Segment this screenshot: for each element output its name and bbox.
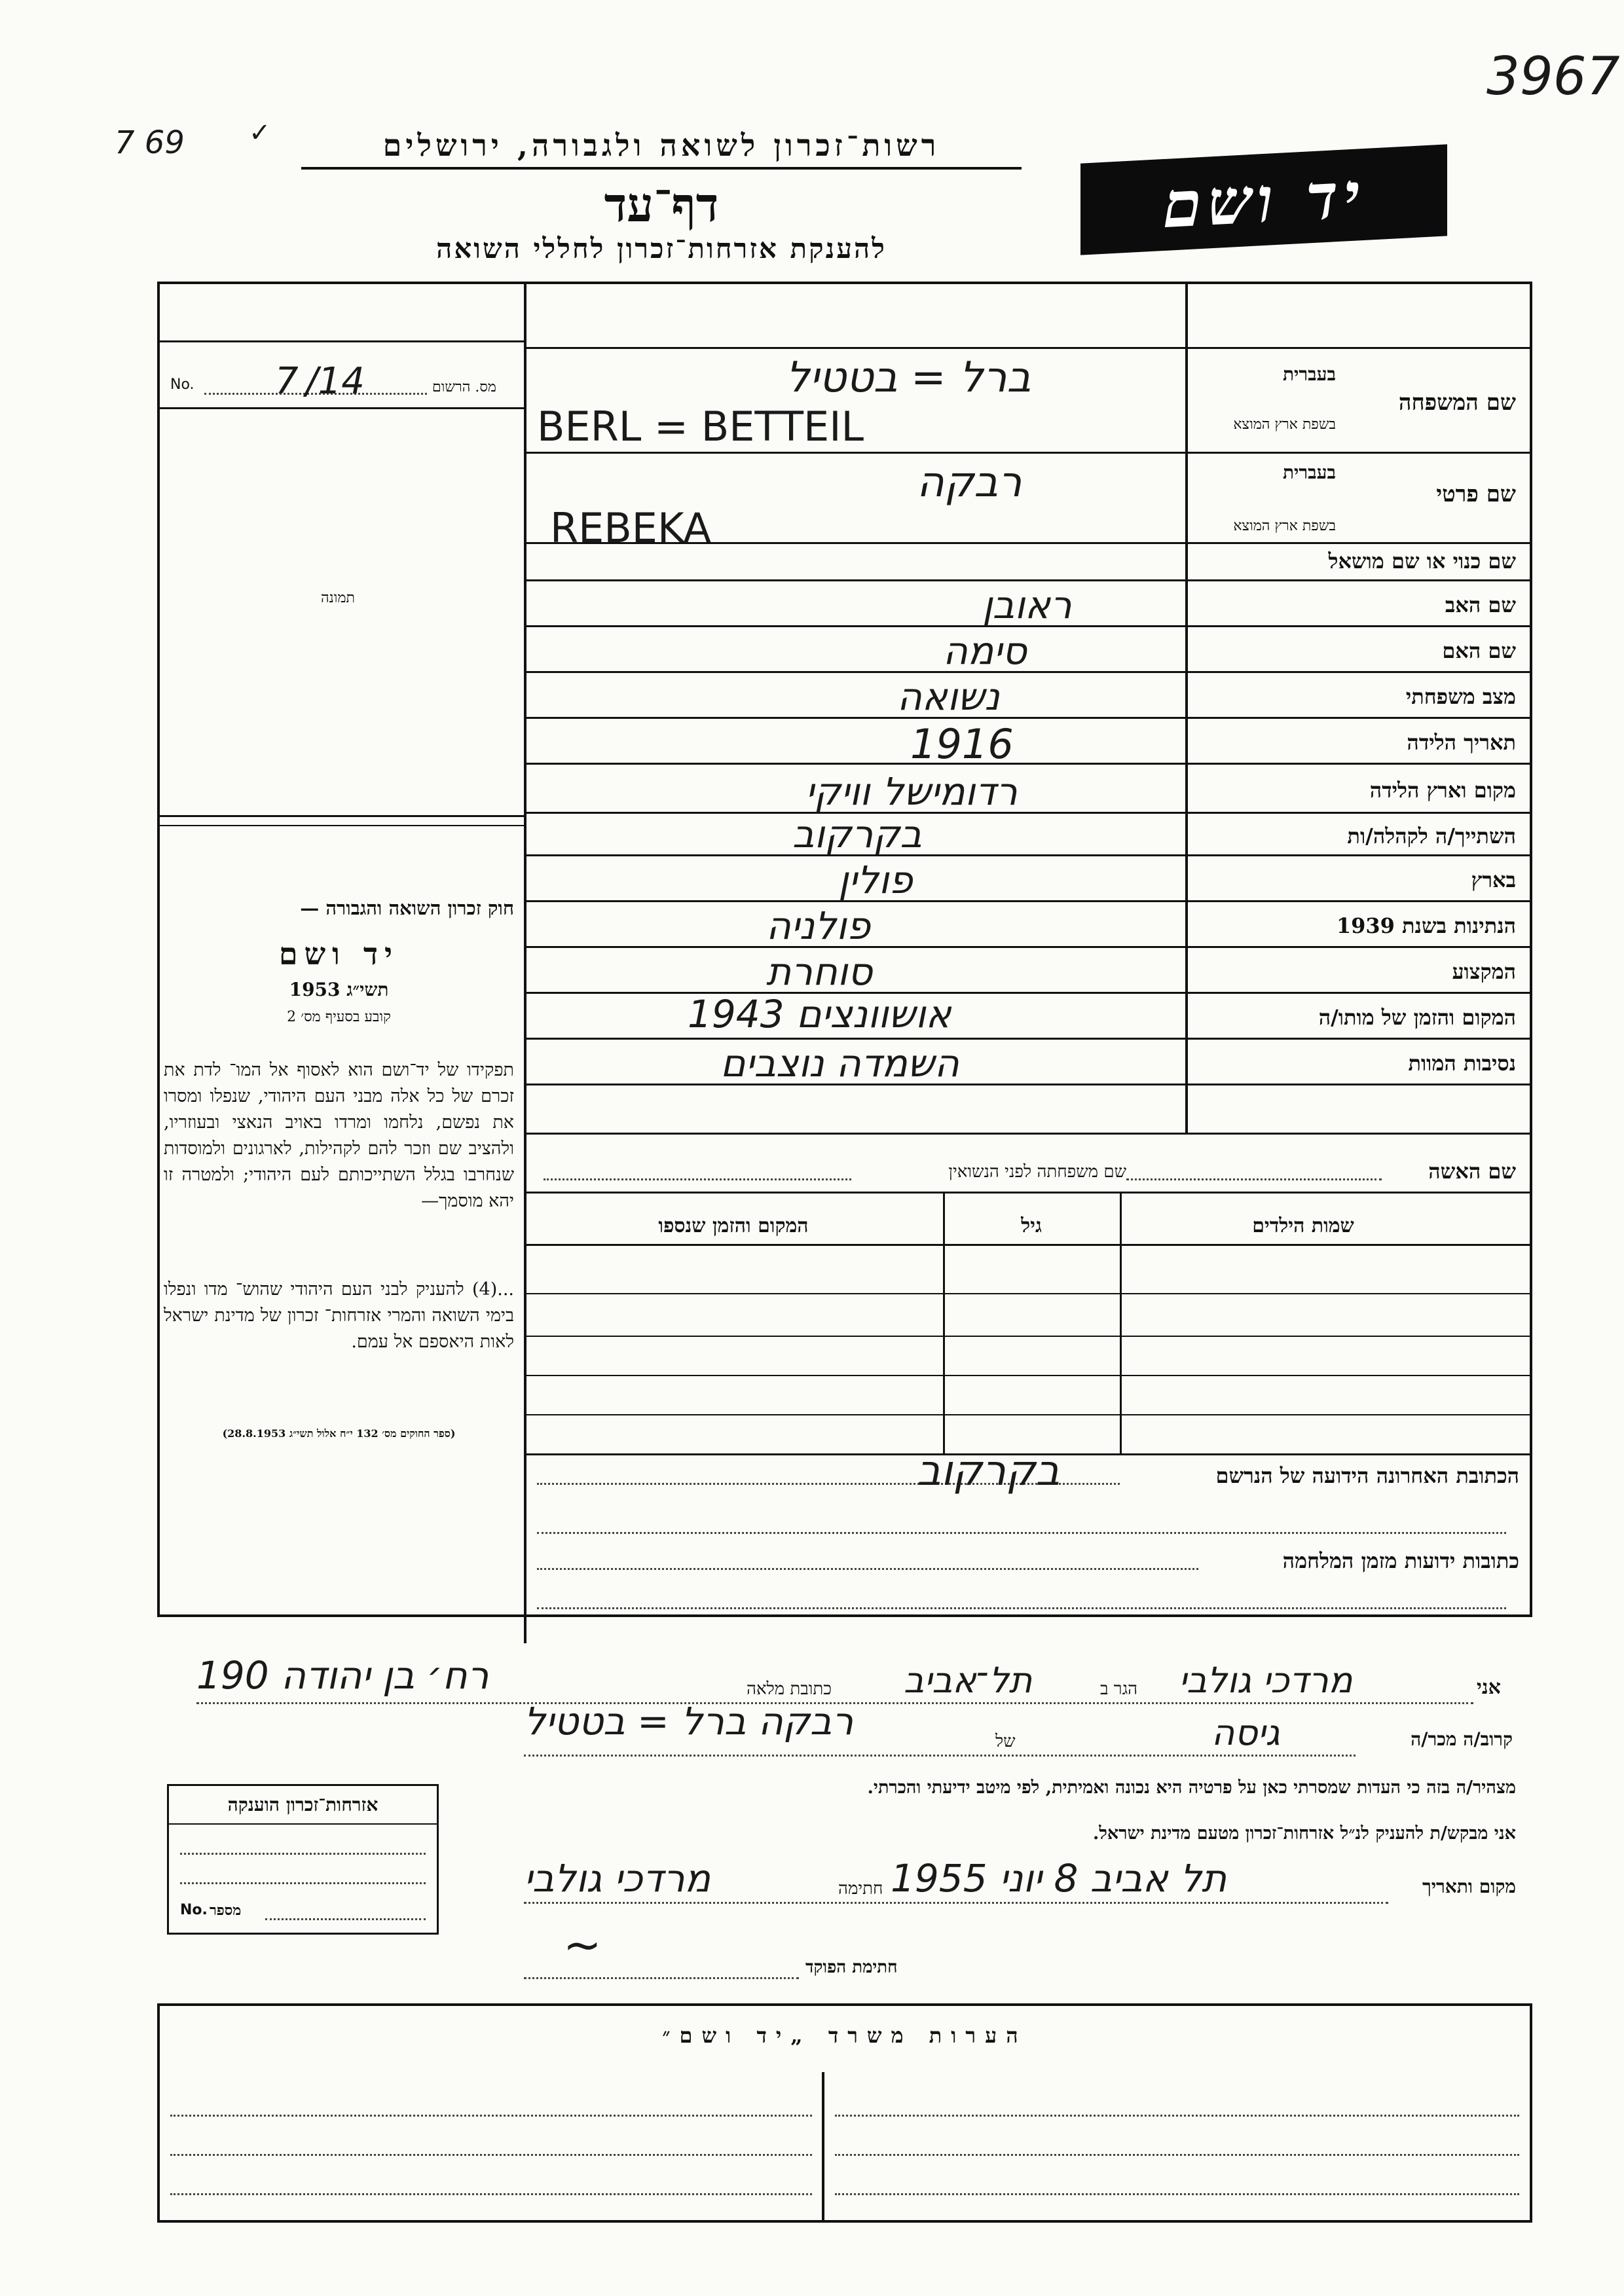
declaration-i-label: אני bbox=[1477, 1676, 1501, 1699]
children-place-header: המקום והזמן שנספו bbox=[658, 1214, 809, 1237]
father-value: ראובן bbox=[982, 583, 1072, 627]
full-address-label: כתובת מלאה bbox=[747, 1679, 832, 1699]
registration-number-value: 7 /14 bbox=[275, 360, 365, 403]
firstname-hebrew-label: בעברית bbox=[1282, 462, 1336, 483]
officer-signature-mark: ~ bbox=[563, 1918, 602, 1972]
wife-maiden-line bbox=[544, 1178, 851, 1180]
community-label: השתייך/ה לקהלה/ות bbox=[1347, 824, 1516, 848]
check-mark: ✓ bbox=[249, 118, 271, 148]
row-line bbox=[526, 1192, 1532, 1194]
office-notes-title: הערות משרד „יד ושם״ bbox=[662, 2023, 1027, 2048]
country-value: פולין bbox=[838, 858, 913, 902]
row-line bbox=[526, 1133, 1532, 1135]
granted-box-number-label: מספר bbox=[210, 1902, 242, 1919]
office-notes-line bbox=[170, 2193, 812, 2195]
row-line bbox=[526, 671, 1532, 673]
photo-bottom-line bbox=[157, 815, 524, 817]
granted-box-title-line bbox=[167, 1823, 439, 1825]
office-notes-line bbox=[835, 2154, 1519, 2156]
officer-signature-label: חתימת הפוקד bbox=[805, 1958, 898, 1977]
granted-box-no-label: No. bbox=[180, 1902, 208, 1918]
row-line bbox=[526, 717, 1532, 719]
marital-status-value: נשואה bbox=[897, 674, 1000, 719]
authority-title: רשות־זכרון לשואה ולגבורה, ירושלים bbox=[382, 128, 940, 163]
children-row-line bbox=[526, 1375, 1532, 1376]
form-title: דף־עד bbox=[604, 177, 719, 232]
profession-label: המקצוע bbox=[1452, 959, 1516, 984]
resident-city: תל־אביב bbox=[904, 1660, 1033, 1701]
firstname-label: שם פרטי bbox=[1436, 481, 1516, 507]
country-label: בארץ bbox=[1471, 867, 1516, 892]
left-column-divider bbox=[524, 282, 526, 1643]
row-line bbox=[526, 1038, 1532, 1040]
declaration-statement-2: אני מבקש/ת להעניק לנ״ל אזרחות־זכרון מטעם מדינת ישראל. bbox=[1092, 1823, 1516, 1844]
nickname-label: שם כנוי או שם מושאל bbox=[1328, 549, 1516, 574]
row-line bbox=[526, 452, 1532, 454]
of-label: של bbox=[995, 1732, 1016, 1751]
firstname-origin-value: REBEKA bbox=[550, 504, 711, 552]
law-top-line bbox=[157, 825, 524, 826]
top-right-number: 3967 bbox=[1486, 46, 1620, 107]
relative-label: קרוב/ה מכר/ה bbox=[1411, 1728, 1513, 1750]
mother-value: סימה bbox=[943, 629, 1027, 673]
full-address-value: רח׳ בן יהודה 190 bbox=[196, 1653, 489, 1698]
granted-box-line bbox=[180, 1853, 426, 1855]
left-top-strip-line bbox=[157, 340, 524, 342]
office-notes-line bbox=[170, 2154, 812, 2156]
office-notes-line bbox=[170, 2115, 812, 2117]
top-strip-line bbox=[526, 347, 1532, 349]
of-value: רבקה ברל = בטטיל bbox=[524, 1699, 854, 1743]
label-column-divider bbox=[1185, 282, 1188, 1133]
registration-label: מס. הרשום bbox=[432, 379, 496, 395]
law-item-4: ...(4) להעניק לבני העם היהודי שהוש־ מדו ונפלו בימי השואה והמרי אזרחות־ זכרון של מדינת ישראל לאות היאספם אל עמם. bbox=[164, 1279, 514, 1352]
firstname-origin-label: בשפת ארץ המוצא bbox=[1233, 518, 1336, 534]
law-org: יד ושם bbox=[278, 936, 399, 972]
law-heading: חוק זכרון השואה והגבורה — bbox=[300, 897, 514, 919]
birthplace-value: רדומישל וויקי bbox=[805, 769, 1018, 814]
wife-name-line bbox=[1126, 1178, 1382, 1180]
row-line bbox=[526, 1084, 1532, 1085]
row-line bbox=[526, 900, 1532, 902]
law-body: תפקידו של יד־ושם הוא לאסוף אל המו־ לדת את זכרם של כל אלה מבני העם היהודי, שנפלו ומסרו את נפשם, נלחמו ומרדו באויב הנאצי ובעוזריו, ולהציב שם וזכר להם לקהילות, לארגונים ולמוסדות שנחרבו בגלל השתייכותם לעם היהודי; ולמטרה זו יהא מוסמך— bbox=[164, 1060, 514, 1211]
surname-origin-label: בשפת ארץ המוצא bbox=[1233, 416, 1336, 433]
death-circumstances-label: נסיבות המוות bbox=[1408, 1051, 1516, 1076]
children-age-header: גיל bbox=[1021, 1214, 1042, 1237]
granted-box-line bbox=[180, 1882, 426, 1884]
signature-label: חתימה bbox=[838, 1879, 883, 1899]
granted-box-number-line bbox=[265, 1918, 426, 1920]
row-line bbox=[526, 946, 1532, 948]
war-addresses-line-2 bbox=[537, 1607, 1506, 1609]
last-address-value: בקרקוב bbox=[917, 1447, 1060, 1495]
yad-vashem-logo bbox=[1080, 144, 1447, 255]
death-place-time-label: המקום והזמן של מותו/ה bbox=[1318, 1005, 1516, 1030]
registration-row-line bbox=[157, 407, 524, 409]
place-date-line bbox=[524, 1902, 1388, 1904]
law-section: קובע בסעיף מס׳ 2 bbox=[287, 1009, 391, 1025]
officer-signature-line bbox=[524, 1977, 799, 1979]
firstname-hebrew-value: רבקה bbox=[917, 458, 1022, 507]
birthplace-label: מקום וארץ הלידה bbox=[1369, 778, 1516, 803]
place-date-label: מקום ותאריך bbox=[1422, 1876, 1516, 1897]
death-place-time-value: אושוונצים 1943 bbox=[688, 992, 951, 1036]
logo-text: יד ושם bbox=[1162, 157, 1365, 242]
war-addresses-line bbox=[537, 1568, 1198, 1570]
birthdate-label: תאריך הלידה bbox=[1407, 730, 1516, 755]
law-year: תשי״ג 1953 bbox=[289, 979, 389, 1000]
citizenship-value: פולניה bbox=[766, 903, 871, 948]
last-address-line-2 bbox=[537, 1532, 1506, 1534]
profession-value: סוחרת bbox=[766, 949, 873, 994]
wife-maiden-name-label: שם משפחתה לפני הנשואין bbox=[948, 1162, 1126, 1182]
declaration-statement-1: מצהיר/ה בזה כי העדות שמסרתי כאן על פרטיה היא נכונה ואמיתית, לפי מיטב ידיעתי והכרתי. bbox=[867, 1777, 1516, 1798]
birthdate-value: 1916 bbox=[910, 720, 1014, 768]
form-subtitle: להענקת אזרחות־זכרון לחללי השואה bbox=[436, 232, 887, 264]
citizenship-label: הנתינות בשנת 1939 bbox=[1336, 913, 1516, 938]
marital-status-label: מצב משפחתי bbox=[1405, 684, 1516, 709]
row-line bbox=[526, 854, 1532, 856]
father-label: שם האב bbox=[1445, 592, 1516, 617]
surname-origin-value: BERL = BETTEIL bbox=[537, 403, 864, 450]
row-line bbox=[526, 812, 1532, 814]
place-date-value: תל אביב 8 יוני 1955 bbox=[891, 1856, 1227, 1901]
granted-box-title: אזרחות־זכרון הוענקה bbox=[227, 1794, 378, 1815]
children-names-header: שמות הילדים bbox=[1252, 1214, 1354, 1237]
resident-label: הגר ב bbox=[1100, 1679, 1138, 1699]
wife-name-label: שם האשה bbox=[1428, 1159, 1516, 1184]
surname-label: שם המשפחה bbox=[1398, 390, 1516, 416]
law-citation: (ספר החוקים מס׳ 132 י״ח אלול תשי״ג 28.8.1953) bbox=[222, 1427, 456, 1440]
war-addresses-label: כתובות ידועות מזמן המלחמה bbox=[1282, 1548, 1519, 1573]
signature-value: מרדכי גולבי bbox=[524, 1856, 711, 1901]
row-line bbox=[526, 579, 1532, 581]
row-line bbox=[526, 763, 1532, 765]
children-row-line bbox=[526, 1336, 1532, 1337]
last-address-label: הכתובת האחרונה הידועה של הנרשם bbox=[1215, 1463, 1519, 1488]
death-circumstances-value: השמדה נוצבים bbox=[720, 1041, 959, 1085]
relation-value: גיסה bbox=[1211, 1712, 1280, 1753]
registration-no-label: No. bbox=[170, 376, 194, 393]
children-row-line bbox=[526, 1414, 1532, 1415]
children-row-line bbox=[526, 1293, 1532, 1294]
authority-underline bbox=[301, 167, 1022, 170]
office-notes-divider bbox=[822, 2072, 824, 2223]
office-notes-line bbox=[835, 2115, 1519, 2117]
community-value: בקרקוב bbox=[792, 812, 922, 856]
office-notes-line bbox=[835, 2193, 1519, 2195]
mother-label: שם האם bbox=[1442, 638, 1516, 663]
declaration-line-2 bbox=[524, 1755, 1356, 1757]
photo-placeholder-label: תמונה bbox=[321, 590, 355, 606]
declarant-name: מרדכי גולבי bbox=[1179, 1660, 1353, 1701]
surname-hebrew-value: ברל = בטטיל bbox=[786, 354, 1031, 402]
children-header-line bbox=[526, 1244, 1532, 1246]
surname-hebrew-label: בעברית bbox=[1282, 363, 1336, 385]
row-line bbox=[526, 992, 1532, 994]
top-left-number: 7 69 bbox=[115, 124, 185, 161]
